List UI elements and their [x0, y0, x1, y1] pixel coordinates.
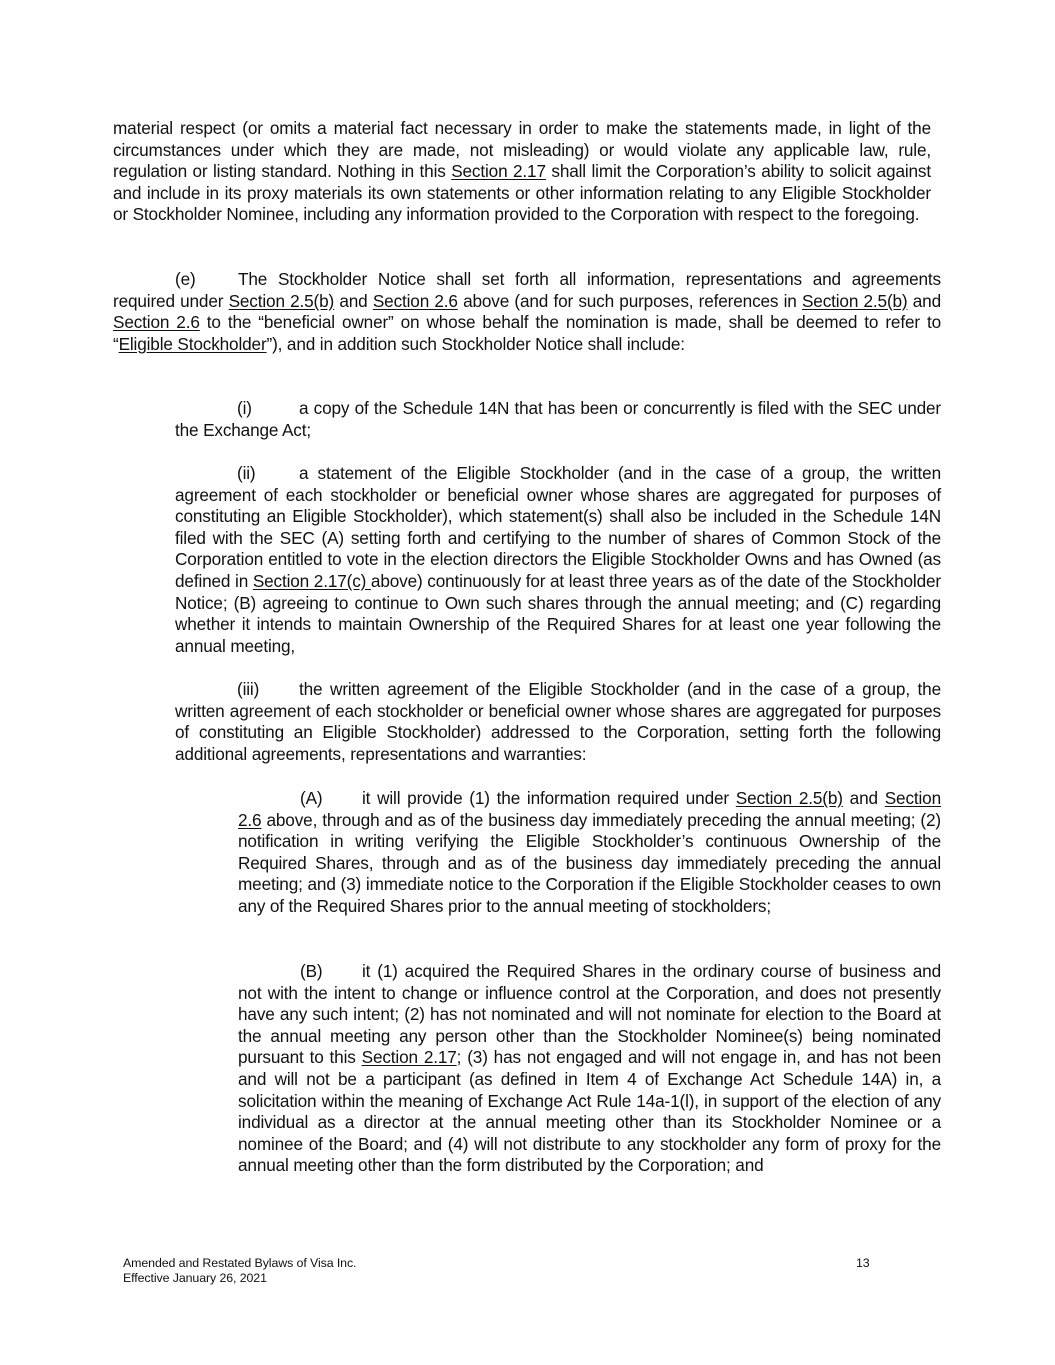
paragraph-text: The Stockholder Notice shall set forth all information, representations and agreements required under [113, 269, 941, 311]
paragraph-text: ; (3) has not engaged and will not engage in, and has not been and will not be a participant (as defined in Item 4 of Exchange Act Schedule 14A) in, a solicitation within the meaning of Exchange Act Rule 14a-1(l), in support of the election of any individual as a director at the annual meeting other than its Stockholder Nominee or a nominee of the Board; and (4) will not distribute to any stockholder any form of proxy for the annual meeting other than the form distributed by the Corporation; and [238, 1047, 941, 1176]
paragraph-label: (i) [237, 398, 252, 418]
paragraph-text: a statement of the Eligible Stockholder (and in the case of a group, the written agreement of each stockholder or beneficial owner whose shares are aggregated for purposes of constituting an Eligible Stockholder), which statement(s) shall also be included in the Schedule 14N filed with the SEC (A) setting forth and certifying to the number of shares of Common Stock of the Corporation entitled to vote in the election directors the Eligible Stockholder Owns and has Owned (as defined in [175, 463, 941, 591]
paragraph-text: material respect (or omits a material fact necessary in order to make the statements made, in light of the circumstances under which they are made, not misleading) or would violate any applicable law, rule, regulation or listing standard. Nothing in this [113, 118, 931, 182]
paragraph-text: above) continuously for at least three years as of the date of the Stockholder Notice; (B) agreeing to continue to Own such shares through the annual meeting; and (C) regarding whether it intends to maintain Ownership of the Required Shares for at least one year following the annual meeting, [175, 570, 941, 656]
paragraph-text: the written agreement of the Eligible Stockholder (and in the case of a group, the written agreement of each stockholder or beneficial owner whose shares are aggregated for purposes of constituting an Eligible Stockholder) addressed to the Corporation, setting forth the following additional agreements, representations and warranties: [175, 679, 941, 764]
paragraph-text: and [907, 290, 941, 311]
paragraph-text: above, through and as of the business day immediately preceding the annual meeting; (2) notification in writing verifying the Eligible Stockholder’s continuous Ownership of the Required Shares, through and as of the business day immediately preceding the annual meeting; and (3) immediate notice to the Corporation if the Eligible Stockholder ceases to own any of the Required Shares prior to the annual meeting of stockholders; [238, 809, 941, 916]
footer-document-title: Amended and Restated Bylaws of Visa Inc. [123, 1256, 357, 1270]
page-number: 13 [856, 1256, 870, 1270]
carryover-paragraph [113, 118, 931, 226]
paragraph-text: shall limit the Corporation’s ability to solicit against and include in its proxy materials its own statements or other information relating to any Eligible Stockholder or Stockholder Nominee, including any information provided to the Corporation with respect to the foregoing. [113, 161, 932, 225]
section-link-2-5b[interactable]: Section 2.5(b) [228, 290, 335, 311]
paragraph-label: (A) [300, 788, 323, 808]
section-link-2-5b[interactable]: Section 2.5(b) [735, 788, 843, 808]
footer-effective-date: Effective January 26, 2021 [123, 1271, 267, 1285]
section-link-2-6[interactable]: Section 2.6 [113, 312, 200, 333]
paragraph-text: and [334, 290, 373, 311]
paragraph-text: above (and for such purposes, references in [457, 290, 802, 311]
section-link-2-17[interactable]: Section 2.17 [451, 161, 546, 182]
section-link-2-17[interactable]: Section 2.17 [361, 1047, 457, 1068]
paragraph-text: ”), and in addition such Stockholder Notice shall include: [266, 333, 685, 354]
paragraph-text: a copy of the Schedule 14N that has been or concurrently is filed with the SEC under the Exchange Act; [175, 398, 941, 440]
paragraph-text: it will provide (1) the information required under [362, 788, 736, 808]
paragraph-text: it (1) acquired the Required Shares in the ordinary course of business and not with the intent to change or influence control at the Corporation, and does not presently have any such intent; (2) has not nominated and will not nominate for election to the Board at the annual meeting any person other than the Stockholder Nominee(s) being nominated pursuant to this [238, 961, 941, 1068]
page-footer [123, 1256, 356, 1286]
paragraph-B [238, 961, 941, 1177]
paragraph-A [238, 788, 941, 918]
section-link-2-17c[interactable]: Section 2.17(c) [252, 570, 371, 591]
paragraph-label: (iii) [237, 679, 260, 699]
section-link-2-6[interactable]: Section 2.6 [238, 788, 941, 830]
paragraph-text: to the “beneficial owner” on whose behalf the nomination is made, shall be deemed to refer to “ [113, 312, 941, 354]
section-link-2-6[interactable]: Section 2.6 [372, 290, 458, 311]
paragraph-iii [175, 679, 941, 765]
paragraph-ii [175, 463, 941, 657]
paragraph-text: and [842, 788, 885, 808]
paragraph-i [175, 398, 941, 441]
paragraph-e [113, 269, 941, 355]
paragraph-label: (B) [300, 961, 323, 981]
paragraph-label: (ii) [237, 463, 256, 483]
defined-term-eligible-stockholder: Eligible Stockholder [118, 333, 267, 354]
section-link-2-5b[interactable]: Section 2.5(b) [801, 290, 908, 311]
paragraph-label: (e) [175, 269, 196, 289]
